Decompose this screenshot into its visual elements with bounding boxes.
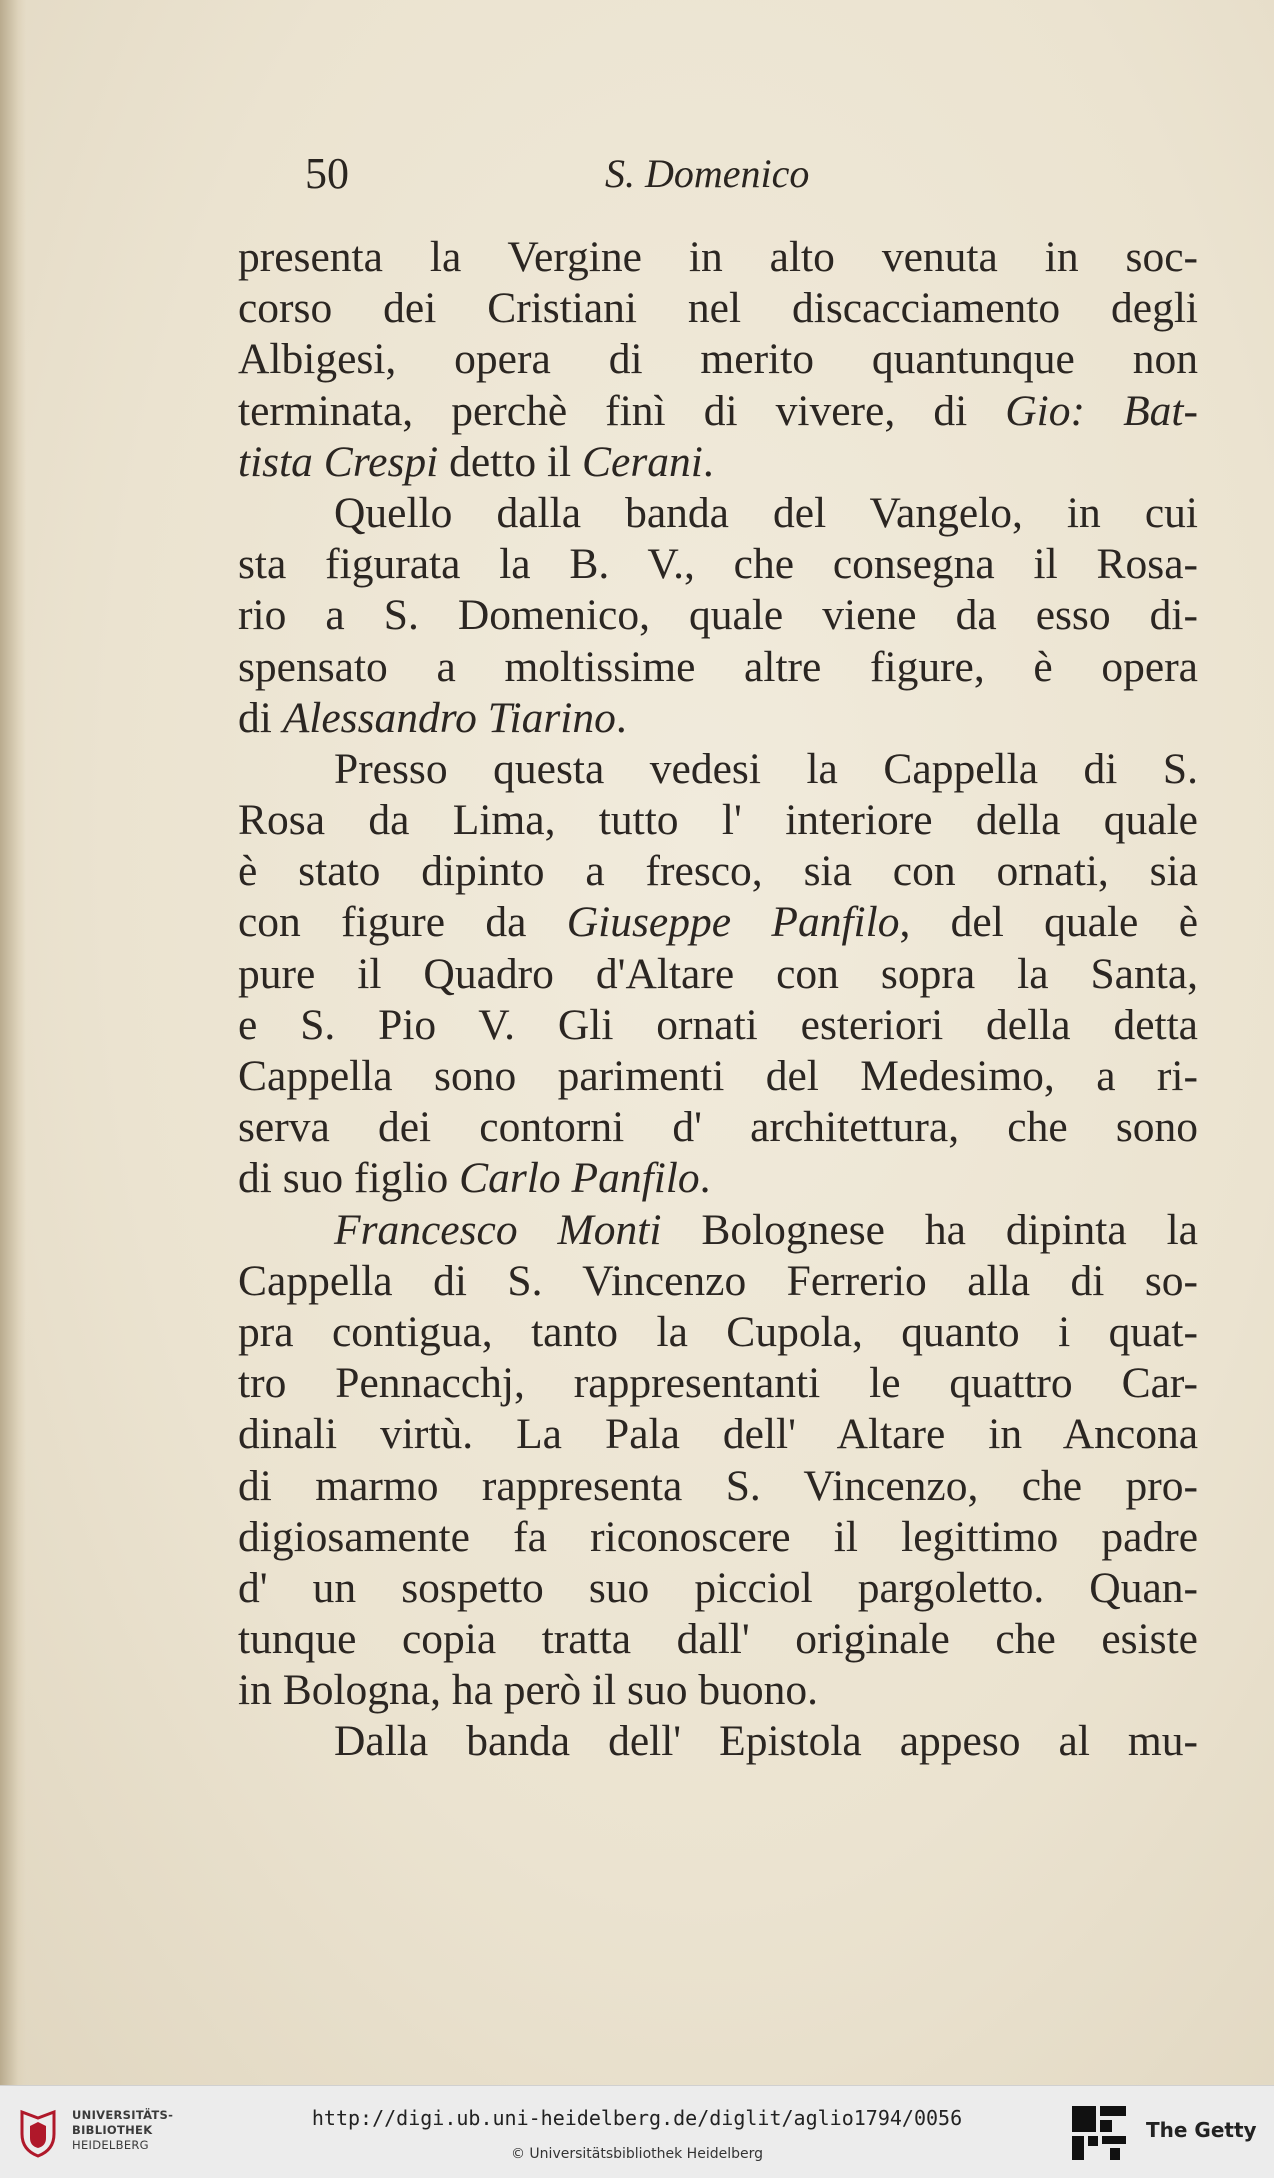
viewer-footer <box>0 2085 1274 2178</box>
body-text <box>238 232 1198 1768</box>
text-line: presenta la Vergine in alto venuta in soc- <box>238 233 1198 281</box>
text-line: digiosamente fa riconoscere il legittimo padre <box>238 1512 1198 1561</box>
getty-logo-icon <box>1070 2104 1128 2162</box>
text-line: terminata, perchè finì di vivere, di Gio: Bat- <box>238 386 1198 435</box>
text-line: spensato a moltissime altre figure, è opera <box>238 642 1198 691</box>
text-line: Quello dalla banda del Vangelo, in cui <box>334 488 1198 537</box>
permalink-url[interactable]: http://digi.ub.uni-heidelberg.de/diglit/aglio1794/0056 <box>311 2106 963 2130</box>
text-line: d' un sospetto suo picciol pargoletto. Quan- <box>238 1563 1198 1612</box>
text-line: con figure da Giuseppe Panfilo, del quale è <box>238 898 1199 947</box>
text-line: tro Pennacchj, rappresentanti le quattro Car- <box>238 1359 1198 1408</box>
text-line: pra contigua, tanto la Cupola, quanto i quat- <box>238 1307 1198 1356</box>
page-header <box>305 148 1195 208</box>
text-line: serva dei contorni d' architettura, che sono <box>238 1103 1198 1152</box>
copyright-notice: © Universitätsbibliothek Heidelberg <box>510 2146 763 2162</box>
text-line: Cappella sono parimenti del Medesimo, a ri- <box>238 1052 1198 1100</box>
text-line: tunque copia tratta dall' originale che esiste <box>238 1615 1198 1664</box>
text-line: in Bologna, ha però il suo buono. <box>238 1666 818 1715</box>
text-line: Cappella di S. Vincenzo Ferrerio alla di so- <box>238 1256 1198 1305</box>
text-line: di marmo rappresenta S. Vincenzo, che pro- <box>238 1461 1198 1510</box>
text-line: di Alessandro Tiarino. <box>238 693 627 742</box>
text-line: corso dei Cristiani nel discacciamento degli <box>238 284 1198 333</box>
text-line: Presso questa vedesi la Cappella di S. <box>334 744 1198 793</box>
text-line: Albigesi, opera di merito quantunque non <box>238 335 1198 384</box>
text-line: Francesco Monti Bolognese ha dipinta la <box>334 1205 1198 1254</box>
text-line: Dalla banda dell' Epistola appeso al mu- <box>334 1717 1198 1766</box>
text-line: Rosa da Lima, tutto l' interiore della quale <box>238 796 1198 845</box>
running-head: S. Domenico <box>605 151 810 196</box>
text-line: di suo figlio Carlo Panfilo. <box>238 1154 711 1203</box>
text-line: è stato dipinto a fresco, sia con ornati, sia <box>238 847 1198 896</box>
text-line: sta figurata la B. V., che consegna il Rosa- <box>238 540 1198 589</box>
text-line: rio a S. Domenico, quale viene da esso di- <box>238 591 1198 640</box>
text-line: tista Crespi detto il Cerani. <box>238 437 714 486</box>
page-number: 50 <box>305 149 349 198</box>
page-edge-shadow <box>0 0 26 2085</box>
text-line: pure il Quadro d'Altare con sopra la Santa, <box>238 949 1198 998</box>
university-library-name: UNIVERSITÄTS- BIBLIOTHEK HEIDELBERG <box>72 2108 174 2152</box>
text-line: dinali virtù. La Pala dell' Altare in Ancona <box>238 1410 1198 1459</box>
text-line: e S. Pio V. Gli ornati esteriori della detta <box>238 1000 1198 1049</box>
partner-name: The Getty <box>1146 2118 1257 2142</box>
